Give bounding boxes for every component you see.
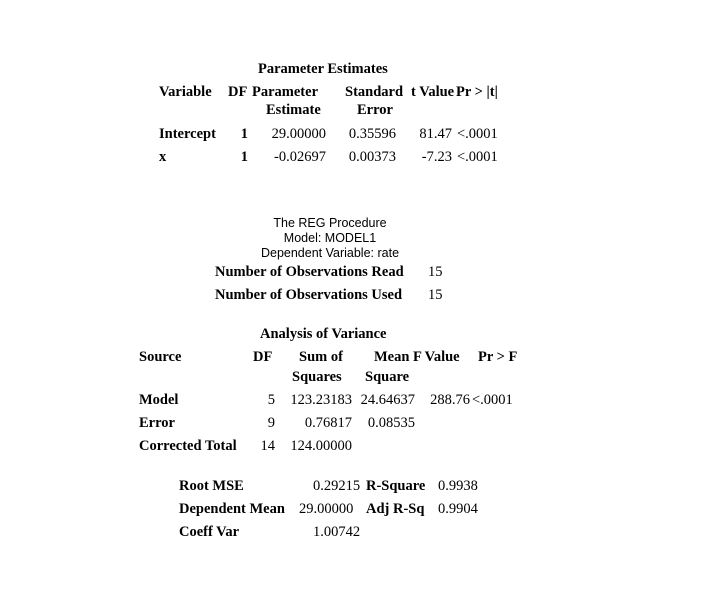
pe-header-df: DF [228, 84, 248, 100]
param-estimates-title: Parameter Estimates [258, 61, 388, 77]
fit-stat-label: Root MSE [179, 478, 244, 494]
reg-procedure-title: The REG Procedure [273, 216, 387, 230]
pe-row-variable: x [159, 149, 167, 165]
fit-stat-value: 0.29215 [313, 478, 361, 494]
pe-row-variable: Intercept [159, 126, 216, 142]
pe-row-tvalue: 81.47 [419, 126, 452, 142]
anova-row-source: Model [139, 392, 179, 408]
anova-row-ss: 123.23183 [290, 392, 352, 408]
anova-row-df: 5 [267, 392, 275, 408]
reg-dependent-label: Dependent Variable: rate [260, 246, 400, 260]
pe-row-stderr: 0.00373 [348, 149, 396, 165]
fit-stat-value: 29.00000 [299, 501, 354, 517]
pe-row-prob: <.0001 [457, 126, 498, 142]
reg-model-label: Model: MODEL1 [283, 231, 377, 245]
anova-row-df: 14 [260, 438, 275, 454]
pe-row-prob: <.0001 [457, 149, 498, 165]
anova-header-ms-2: Square [365, 369, 410, 385]
anova-header-ss-2: Squares [292, 369, 342, 385]
pe-header-stderr-1: Standard [345, 84, 404, 100]
anova-row-ss: 124.00000 [290, 438, 352, 454]
pe-row-stderr: 0.35596 [348, 126, 396, 142]
anova-row-ms: 24.64637 [360, 392, 415, 408]
anova-row-ms: 0.08535 [367, 415, 415, 431]
anova-row-df: 9 [267, 415, 275, 431]
pe-row-df: 1 [240, 149, 248, 165]
fit-stat-value2: 0.9938 [438, 478, 478, 494]
pe-header-estimate-2: Estimate [266, 102, 321, 118]
anova-header-ms-1: Mean [374, 349, 410, 365]
obs-read-label: Number of Observations Read [215, 264, 404, 280]
anova-header-fvalue: F Value [413, 349, 460, 365]
anova-title: Analysis of Variance [260, 326, 387, 342]
pe-header-estimate-1: Parameter [252, 84, 319, 100]
fit-stat-value2: 0.9904 [438, 501, 478, 517]
anova-row-prob: <.0001 [472, 392, 513, 408]
obs-used-label: Number of Observations Used [215, 287, 403, 303]
pe-header-variable: Variable [159, 84, 212, 100]
anova-header-df: DF [253, 349, 273, 365]
obs-read-value: 15 [428, 264, 443, 280]
pe-header-stderr-2: Error [357, 102, 393, 118]
fit-stat-label2: R-Square [366, 478, 426, 494]
obs-used-value: 15 [428, 287, 443, 303]
anova-row-fvalue: 288.76 [430, 392, 470, 408]
fit-stat-label2: Adj R-Sq [366, 501, 425, 517]
fit-stat-label: Dependent Mean [179, 501, 285, 517]
pe-row-estimate: -0.02697 [274, 149, 326, 165]
anova-header-prob: Pr > F [478, 349, 518, 365]
anova-row-source: Corrected Total [139, 438, 237, 454]
pe-row-df: 1 [240, 126, 248, 142]
fit-stat-value: 1.00742 [313, 524, 361, 540]
pe-row-tvalue: -7.23 [421, 149, 452, 165]
fit-stat-label: Coeff Var [179, 524, 240, 540]
anova-header-source: Source [139, 349, 182, 365]
pe-header-prob: Pr > |t| [456, 84, 498, 100]
anova-row-ss: 0.76817 [304, 415, 352, 431]
pe-header-tvalue: t Value [411, 84, 455, 100]
anova-row-source: Error [139, 415, 175, 431]
pe-row-estimate: 29.00000 [271, 126, 326, 142]
anova-header-ss-1: Sum of [299, 349, 343, 365]
